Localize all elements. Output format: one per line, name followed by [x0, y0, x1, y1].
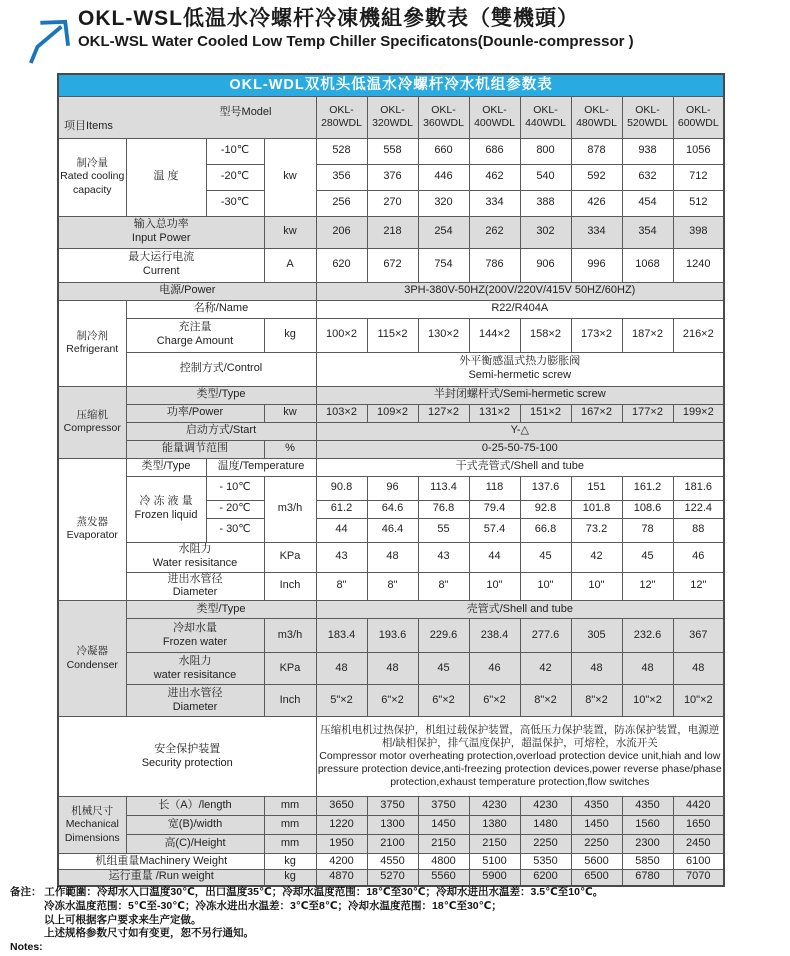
machinery-weight-value: 6100	[673, 854, 724, 870]
cond-diameter-value: 6"×2	[469, 685, 520, 717]
rated-value: 1056	[673, 138, 724, 164]
run-weight-value: 5900	[469, 870, 520, 886]
evap-resistance-value: 46	[673, 542, 724, 572]
unit-cell: kw	[264, 404, 316, 422]
frozen-liquid-value: 66.8	[520, 518, 571, 542]
model-header-label: 型号Model	[219, 105, 272, 118]
row-label-machinery-weight: 机组重量Machinery Weight	[58, 854, 264, 870]
charge-value: 130×2	[418, 318, 469, 352]
unit-cell: m3/h	[264, 619, 316, 653]
temp-row-label: -20℃	[206, 164, 264, 190]
unit-cell: A	[264, 248, 316, 282]
security-text-cn: 压缩机电机过热保护，机组过载保护装置，高低压力保护装置，防冻保护装置，电源逆相/缺相保护，排气温度保护，超温保护，可熔栓，水流开关	[320, 723, 720, 749]
section-label-en: Condenser	[66, 658, 118, 671]
row-label-evap-diameter	[126, 572, 264, 601]
rated-value: 334	[469, 190, 520, 216]
frozen-liquid-value: 78	[622, 518, 673, 542]
rated-value: 454	[622, 190, 673, 216]
frozen-liquid-value: 76.8	[418, 500, 469, 518]
section-evaporator	[58, 458, 126, 601]
cond-resistance-value: 48	[673, 653, 724, 685]
run-weight-value: 6500	[571, 870, 622, 886]
rated-value: 356	[316, 164, 367, 190]
row-label-en: Diameter	[172, 700, 218, 713]
evap-resistance-value: 44	[469, 542, 520, 572]
row-label-en: water resisitance	[153, 668, 237, 681]
cond-water-value: 232.6	[622, 619, 673, 653]
evap-diameter-value: 10"	[520, 572, 571, 601]
row-label-compressor-type: 类型/Type	[126, 386, 316, 404]
input-power-value: 254	[418, 216, 469, 248]
frozen-liquid-value: 96	[367, 476, 418, 500]
cond-water-value: 238.4	[469, 619, 520, 653]
frozen-liquid-value: 90.8	[316, 476, 367, 500]
section-label-cn: 压缩机	[76, 408, 108, 421]
row-label-cn: 输入总功率	[133, 218, 189, 231]
charge-value: 216×2	[673, 318, 724, 352]
input-power-value: 302	[520, 216, 571, 248]
row-label-evap-resistance	[126, 542, 264, 572]
frozen-liquid-value: 108.6	[622, 500, 673, 518]
security-text-en: Compressor motor overheating protection,overload protection device unit,hiah and low pressure protection device,anti-freezing protection devices,power reverse phase/phase protection,exhaust temperature protection,flow switches	[317, 749, 722, 789]
frozen-liquid-value: 137.6	[520, 476, 571, 500]
section-label-cn: 冷凝器	[76, 645, 108, 658]
model-header: OKL- 520WDL	[622, 96, 673, 138]
row-label-en: Charge Amount	[156, 335, 234, 347]
temp-row-label: -10℃	[206, 138, 264, 164]
dimension-value: 2250	[520, 835, 571, 854]
arrow-up-right-icon	[26, 14, 70, 73]
frozen-liquid-value: 79.4	[469, 500, 520, 518]
cond-resistance-value: 48	[367, 653, 418, 685]
rated-value: 446	[418, 164, 469, 190]
row-label-start-mode: 启动方式/Start	[126, 422, 316, 440]
rated-value: 426	[571, 190, 622, 216]
input-power-value: 218	[367, 216, 418, 248]
current-value: 906	[520, 248, 571, 282]
page-title-cn: OKL-WSL低温水冷螺杆冷凍機組參數表（雙機頭）	[78, 7, 579, 30]
row-label-cn: 最大运行电流	[128, 251, 195, 264]
dimension-value: 2100	[367, 835, 418, 854]
control-value	[316, 352, 724, 386]
row-label-cn: 水阻力	[178, 543, 212, 556]
temp-row-label: - 10℃	[206, 476, 264, 500]
machinery-weight-value: 5350	[520, 854, 571, 870]
spec-table	[57, 73, 725, 887]
row-label-energy-range: 能量调节范围	[126, 440, 264, 458]
temp-row-label: - 20℃	[206, 500, 264, 518]
compressor-power-value: 103×2	[316, 404, 367, 422]
cond-resistance-value: 48	[571, 653, 622, 685]
section-dimensions	[58, 797, 126, 854]
cond-diameter-value: 10"×2	[622, 685, 673, 717]
model-header: OKL- 480WDL	[571, 96, 622, 138]
row-label-evap-temp: 温度/Temperature	[206, 458, 316, 476]
unit-cell: kg	[264, 318, 316, 352]
current-value: 1240	[673, 248, 724, 282]
cond-diameter-value: 10"×2	[673, 685, 724, 717]
notes-label: Notes:	[10, 941, 43, 954]
note-line: 备注： 工作範圍：冷却水入口温度30℃，出口温度35℃；冷却水温度范围：18℃至30℃；冷却水进出水温差：3.5℃至10℃。	[10, 886, 604, 898]
table-banner: OKL-WDL双机头低温水冷螺杆冷水机组参数表	[58, 74, 724, 96]
dimension-value: 1650	[673, 816, 724, 835]
section-label-en: Mechanical Dimensions	[64, 818, 120, 844]
row-label-width: 宽(B)/width	[126, 816, 264, 835]
unit-cell: mm	[264, 835, 316, 854]
row-label-cond-water	[126, 619, 264, 653]
model-header: OKL- 400WDL	[469, 96, 520, 138]
run-weight-value: 7070	[673, 870, 724, 886]
evap-diameter-value: 8"	[367, 572, 418, 601]
rated-value: 320	[418, 190, 469, 216]
row-label-cn: 冷 冻 液 量	[139, 495, 193, 508]
rated-value: 512	[673, 190, 724, 216]
rated-value: 462	[469, 164, 520, 190]
rated-value: 938	[622, 138, 673, 164]
row-label-refrigerant-name: 名称/Name	[126, 300, 316, 318]
start-mode-value: Y-△	[316, 422, 724, 440]
cond-water-value: 367	[673, 619, 724, 653]
frozen-liquid-value: 181.6	[673, 476, 724, 500]
cond-type-value: 壳管式/Shell and tube	[316, 601, 724, 619]
cond-resistance-value: 42	[520, 653, 571, 685]
frozen-liquid-value: 73.2	[571, 518, 622, 542]
cond-diameter-value: 8"×2	[571, 685, 622, 717]
evap-resistance-value: 48	[367, 542, 418, 572]
row-label-en: Current	[142, 265, 180, 277]
row-label-en: Security protection	[141, 756, 233, 769]
unit-cell: mm	[264, 816, 316, 835]
row-label-control: 控制方式/Control	[126, 352, 316, 386]
dimension-value: 1950	[316, 835, 367, 854]
frozen-liquid-value: 92.8	[520, 500, 571, 518]
compressor-power-value: 167×2	[571, 404, 622, 422]
current-value: 1068	[622, 248, 673, 282]
frozen-liquid-value: 46.4	[367, 518, 418, 542]
dimension-value: 4420	[673, 797, 724, 816]
charge-value: 115×2	[367, 318, 418, 352]
compressor-power-value: 151×2	[520, 404, 571, 422]
row-label-cn: 冷却水量	[173, 621, 217, 634]
charge-value: 144×2	[469, 318, 520, 352]
dimension-value: 2150	[418, 835, 469, 854]
section-label-en: Refrigerant	[66, 343, 119, 355]
model-header: OKL- 440WDL	[520, 96, 571, 138]
dimension-value: 3650	[316, 797, 367, 816]
row-label-frozen-liquid	[126, 476, 206, 542]
run-weight-value: 5270	[367, 870, 418, 886]
row-label-cn: 进出水管径	[167, 686, 223, 699]
page-titles	[78, 6, 634, 52]
frozen-liquid-value: 44	[316, 518, 367, 542]
power-supply-value: 3PH-380V-50HZ(200V/220V/415V 50HZ/60HZ)	[316, 282, 724, 300]
charge-value: 187×2	[622, 318, 673, 352]
compressor-power-value: 109×2	[367, 404, 418, 422]
row-label-run-weight: 运行重量 /Run weight	[58, 870, 264, 886]
dimension-value: 2250	[571, 835, 622, 854]
charge-value: 158×2	[520, 318, 571, 352]
current-value: 672	[367, 248, 418, 282]
items-header-label: 项目Items	[64, 119, 113, 132]
section-rated-cooling	[58, 138, 126, 216]
row-label-evap-type: 类型/Type	[126, 458, 206, 476]
row-label-charge	[126, 318, 264, 352]
row-label-cn: 水阻力	[178, 654, 212, 667]
cond-diameter-value: 6"×2	[418, 685, 469, 717]
charge-value: 100×2	[316, 318, 367, 352]
control-value-cn: 外平衡感温式热力膨胀阀	[459, 355, 581, 368]
section-label-cn: 蒸发器	[76, 516, 108, 529]
row-label-length: 长（A）/length	[126, 797, 264, 816]
cond-diameter-value: 6"×2	[367, 685, 418, 717]
evap-resistance-value: 43	[418, 542, 469, 572]
charge-value: 173×2	[571, 318, 622, 352]
unit-cell: %	[264, 440, 316, 458]
row-label-en: Input Power	[131, 232, 191, 244]
machinery-weight-value: 4550	[367, 854, 418, 870]
temp-row-label: - 30℃	[206, 518, 264, 542]
section-condenser	[58, 601, 126, 717]
evap-diameter-value: 8"	[316, 572, 367, 601]
machinery-weight-value: 5100	[469, 854, 520, 870]
rated-value: 256	[316, 190, 367, 216]
cond-water-value: 183.4	[316, 619, 367, 653]
row-label-current	[58, 248, 264, 282]
section-label-cn: 机械尺寸	[71, 805, 114, 818]
rated-value: 540	[520, 164, 571, 190]
row-label-cn: 进出水管径	[167, 572, 223, 585]
evap-resistance-value: 43	[316, 542, 367, 572]
note-line: 以上可根据客户要求来生产定做。	[44, 913, 202, 926]
evap-diameter-value: 12"	[673, 572, 724, 601]
dimension-value: 2150	[469, 835, 520, 854]
temp-row-label: -30℃	[206, 190, 264, 216]
evap-resistance-value: 42	[571, 542, 622, 572]
cond-water-value: 305	[571, 619, 622, 653]
input-power-value: 206	[316, 216, 367, 248]
frozen-liquid-value: 64.6	[367, 500, 418, 518]
current-value: 996	[571, 248, 622, 282]
unit-cell: m3/h	[264, 476, 316, 542]
dimension-value: 4350	[622, 797, 673, 816]
section-label-cn: 制冷量	[76, 157, 108, 170]
frozen-liquid-value: 161.2	[622, 476, 673, 500]
row-label-cond-resistance	[126, 653, 264, 685]
row-label-power-supply: 电源/Power	[58, 282, 316, 300]
machinery-weight-value: 4800	[418, 854, 469, 870]
evap-resistance-value: 45	[622, 542, 673, 572]
rated-value: 712	[673, 164, 724, 190]
corner-header-cell	[58, 96, 316, 138]
footnotes	[10, 886, 782, 955]
cond-water-value: 193.6	[367, 619, 418, 653]
row-label-input-power	[58, 216, 264, 248]
energy-range-value: 0-25-50-75-100	[316, 440, 724, 458]
row-label-cond-type: 类型/Type	[126, 601, 316, 619]
row-label-cn: 安全保护装置	[154, 742, 221, 755]
security-description	[316, 717, 724, 797]
evap-resistance-value: 45	[520, 542, 571, 572]
rated-value: 592	[571, 164, 622, 190]
dimension-value: 1450	[418, 816, 469, 835]
compressor-power-value: 199×2	[673, 404, 724, 422]
control-value-en: Semi-hermetic screw	[468, 369, 572, 381]
dimension-value: 1560	[622, 816, 673, 835]
temperature-group-label: 温 度	[126, 138, 206, 216]
machinery-weight-value: 4200	[316, 854, 367, 870]
dimension-value: 1450	[571, 816, 622, 835]
evap-type-value: 干式壳管式/Shell and tube	[316, 458, 724, 476]
rated-value: 878	[571, 138, 622, 164]
input-power-value: 354	[622, 216, 673, 248]
dimension-value: 1480	[520, 816, 571, 835]
dimension-value: 1220	[316, 816, 367, 835]
frozen-liquid-value: 61.2	[316, 500, 367, 518]
rated-value: 558	[367, 138, 418, 164]
rated-value: 376	[367, 164, 418, 190]
rated-value: 270	[367, 190, 418, 216]
note-line: 上述规格参数尺寸如有变更，恕不另行通知。	[44, 927, 254, 940]
dimension-value: 1380	[469, 816, 520, 835]
frozen-liquid-value: 122.4	[673, 500, 724, 518]
dimension-value: 3750	[418, 797, 469, 816]
page-title-en: OKL-WSL Water Cooled Low Temp Chiller Specificatons(Dounle-compressor )	[78, 33, 634, 51]
unit-cell: kg	[264, 854, 316, 870]
dimension-value: 2300	[622, 835, 673, 854]
input-power-value: 262	[469, 216, 520, 248]
evap-diameter-value: 12"	[622, 572, 673, 601]
model-header: OKL- 360WDL	[418, 96, 469, 138]
row-label-en: Frozen water	[162, 635, 228, 648]
model-header: OKL- 280WDL	[316, 96, 367, 138]
row-label-compressor-power: 功率/Power	[126, 404, 264, 422]
dimension-value: 4230	[469, 797, 520, 816]
row-label-security	[58, 717, 316, 797]
compressor-type-value: 半封闭螺杆式/Semi-hermetic screw	[316, 386, 724, 404]
dimension-value: 4350	[571, 797, 622, 816]
refrigerant-name-value: R22/R404A	[316, 300, 724, 318]
frozen-liquid-value: 57.4	[469, 518, 520, 542]
compressor-power-value: 127×2	[418, 404, 469, 422]
machinery-weight-value: 5600	[571, 854, 622, 870]
current-value: 754	[418, 248, 469, 282]
cond-water-value: 229.6	[418, 619, 469, 653]
run-weight-value: 4870	[316, 870, 367, 886]
cond-water-value: 277.6	[520, 619, 571, 653]
evap-diameter-value: 8"	[418, 572, 469, 601]
machinery-weight-value: 5850	[622, 854, 673, 870]
unit-cell: kw	[264, 138, 316, 216]
rated-value: 528	[316, 138, 367, 164]
dimension-value: 4230	[520, 797, 571, 816]
section-label-en: Rated cooling capacity	[60, 170, 125, 196]
cond-resistance-value: 46	[469, 653, 520, 685]
rated-value: 632	[622, 164, 673, 190]
section-label-en: Evaporator	[66, 529, 118, 542]
row-label-en: Water resisitance	[152, 557, 238, 569]
compressor-power-value: 131×2	[469, 404, 520, 422]
section-refrigerant	[58, 300, 126, 386]
cond-diameter-value: 5"×2	[316, 685, 367, 717]
unit-cell: mm	[264, 797, 316, 816]
input-power-value: 398	[673, 216, 724, 248]
rated-value: 800	[520, 138, 571, 164]
unit-cell: Inch	[264, 572, 316, 601]
dimension-value: 3750	[367, 797, 418, 816]
model-header: OKL- 320WDL	[367, 96, 418, 138]
section-label-en: Compressor	[63, 422, 121, 434]
rated-value: 660	[418, 138, 469, 164]
current-value: 786	[469, 248, 520, 282]
run-weight-value: 5560	[418, 870, 469, 886]
cond-resistance-value: 48	[316, 653, 367, 685]
row-label-en: Frozen liquid	[134, 509, 198, 521]
dimension-value: 1300	[367, 816, 418, 835]
unit-cell: kg	[264, 870, 316, 886]
unit-cell: KPa	[264, 542, 316, 572]
row-label-en: Diameter	[172, 586, 218, 599]
section-compressor	[58, 386, 126, 458]
current-value: 620	[316, 248, 367, 282]
model-header: OKL- 600WDL	[673, 96, 724, 138]
frozen-liquid-value: 113.4	[418, 476, 469, 500]
row-label-height: 高(C)/Height	[126, 835, 264, 854]
frozen-liquid-value: 151	[571, 476, 622, 500]
run-weight-value: 6200	[520, 870, 571, 886]
run-weight-value: 6780	[622, 870, 673, 886]
dimension-value: 2450	[673, 835, 724, 854]
cond-resistance-value: 45	[418, 653, 469, 685]
rated-value: 686	[469, 138, 520, 164]
frozen-liquid-value: 55	[418, 518, 469, 542]
page-header	[26, 6, 634, 73]
cond-diameter-value: 8"×2	[520, 685, 571, 717]
evap-diameter-value: 10"	[469, 572, 520, 601]
unit-cell: KPa	[264, 653, 316, 685]
unit-cell: kw	[264, 216, 316, 248]
compressor-power-value: 177×2	[622, 404, 673, 422]
input-power-value: 334	[571, 216, 622, 248]
evap-diameter-value: 10"	[571, 572, 622, 601]
note-line: 冷冻水温度范围：5℃至-30℃；冷冻水进出水温差：3℃至8℃；冷却水温度范围：18℃至30℃；	[44, 899, 502, 912]
rated-value: 388	[520, 190, 571, 216]
frozen-liquid-value: 88	[673, 518, 724, 542]
row-label-cond-diameter	[126, 685, 264, 717]
row-label-cn: 充注量	[178, 321, 212, 334]
unit-cell: Inch	[264, 685, 316, 717]
cond-resistance-value: 48	[622, 653, 673, 685]
frozen-liquid-value: 118	[469, 476, 520, 500]
section-label-cn: 制冷剂	[76, 329, 108, 342]
frozen-liquid-value: 101.8	[571, 500, 622, 518]
